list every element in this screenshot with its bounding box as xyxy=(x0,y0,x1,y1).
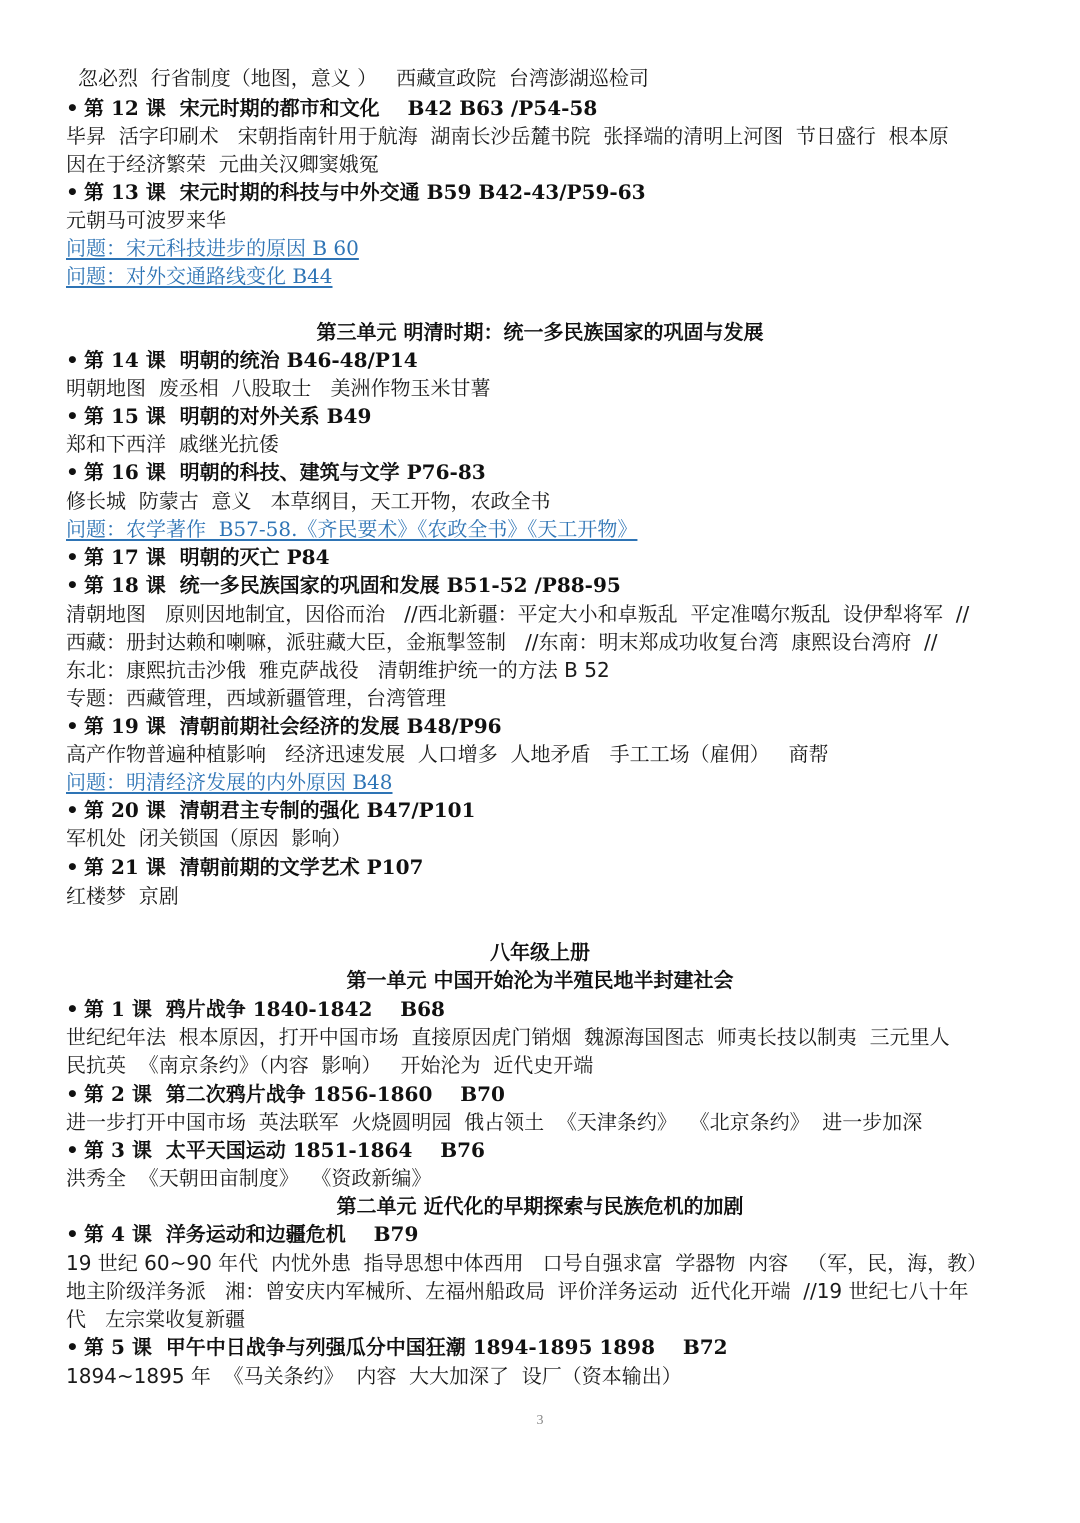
body-text-line: 世纪纪年法 根本原因，打开中国市场 直接原因虎门销烟 魏源海国图志 师夷长技以制夷 三元里人 xyxy=(66,1025,950,1049)
lesson-title: 第 18 课 统一多民族国家的巩固和发展 B51-52 /P88-95 xyxy=(84,573,621,597)
body-text-line: 1894~1895 年 《马关条约》 内容 大大加深了 设厂（资本输出） xyxy=(66,1364,682,1388)
bullet-icon: • xyxy=(66,404,79,428)
body-text-line: 红楼梦 京剧 xyxy=(66,884,179,908)
lesson-title: 第 14 课 明朝的统治 B46-48/P14 xyxy=(84,348,418,372)
lesson-title: 第 12 课 宋元时期的都市和文化 B42 B63 /P54-58 xyxy=(84,96,598,120)
lesson-title: 第 20 课 清朝君主专制的强化 B47/P101 xyxy=(84,798,476,822)
bullet-icon: • xyxy=(66,714,79,738)
lesson-title: 第 16 课 明朝的科技、建筑与文学 P76-83 xyxy=(84,460,486,484)
question-link[interactable]: 问题：农学著作 B57-58.《齐民要术》《农政全书》《天工开物》 xyxy=(66,517,638,541)
lesson-heading xyxy=(66,1333,728,1361)
body-text-line: 东北：康熙抗击沙俄 雅克萨战役 清朝维护统一的方法 B 52 xyxy=(66,658,610,682)
body-text-line: 明朝地图 废丞相 八股取士 美洲作物玉米甘薯 xyxy=(66,376,491,400)
page-number: 3 xyxy=(536,1413,544,1428)
body-text-line: 进一步打开中国市场 英法联军 火烧圆明园 俄占领土 《天津条约》 《北京条约》 进一步加深 xyxy=(66,1110,923,1134)
body-text-line: 毕昇 活字印刷术 宋朝指南针用于航海 湖南长沙岳麓书院 张择端的清明上河图 节日盛行 根本原 xyxy=(66,124,949,148)
lesson-heading xyxy=(66,543,330,571)
lesson-title: 第 4 课 洋务运动和边疆危机 B79 xyxy=(84,1222,419,1246)
lesson-heading xyxy=(66,402,371,430)
lesson-title: 第 15 课 明朝的对外关系 B49 xyxy=(84,404,372,428)
question-link[interactable]: 问题：宋元科技进步的原因 B 60 xyxy=(66,236,359,260)
section-heading: 第二单元 近代化的早期探索与民族危机的加剧 xyxy=(336,1194,744,1218)
bullet-icon: • xyxy=(66,855,79,879)
body-text-line: 忽必烈 行省制度（地图，意义 ） 西藏宣政院 台湾澎湖巡检司 xyxy=(78,66,649,90)
lesson-heading xyxy=(66,995,445,1023)
lesson-title: 第 19 课 清朝前期社会经济的发展 B48/P96 xyxy=(84,714,502,738)
bullet-icon: • xyxy=(66,573,79,597)
lesson-heading xyxy=(66,1136,485,1164)
body-text-line: 郑和下西洋 戚继光抗倭 xyxy=(66,432,279,456)
body-text-line: 高产作物普遍种植影响 经济迅速发展 人口增多 人地矛盾 手工工场（雇佣） 商帮 xyxy=(66,742,829,766)
section-heading: 八年级上册 xyxy=(490,940,590,964)
lesson-heading xyxy=(66,458,486,486)
lesson-heading xyxy=(66,346,418,374)
body-text-line: 19 世纪 60~90 年代 内忧外患 指导思想中体西用 口号自强求富 学器物 内容 （军，民，海，教） xyxy=(66,1251,988,1275)
bullet-icon: • xyxy=(66,1138,79,1162)
lesson-heading xyxy=(66,853,423,881)
bullet-icon: • xyxy=(66,180,79,204)
body-text-line: 元朝马可波罗来华 xyxy=(66,208,226,232)
lesson-heading xyxy=(66,796,475,824)
body-text-line: 因在于经济繁荣 元曲关汉卿窦娥冤 xyxy=(66,152,379,176)
question-link[interactable]: 问题：明清经济发展的内外原因 B48 xyxy=(66,770,393,794)
lesson-heading xyxy=(66,94,597,122)
lesson-heading xyxy=(66,178,646,206)
bullet-icon: • xyxy=(66,348,79,372)
bullet-icon: • xyxy=(66,460,79,484)
bullet-icon: • xyxy=(66,997,79,1021)
lesson-title: 第 2 课 第二次鸦片战争 1856-1860 B70 xyxy=(84,1082,505,1106)
lesson-title: 第 3 课 太平天国运动 1851-1864 B76 xyxy=(84,1138,485,1162)
bullet-icon: • xyxy=(66,545,79,569)
question-link[interactable]: 问题：对外交通路线变化 B44 xyxy=(66,264,333,288)
lesson-title: 第 21 课 清朝前期的文学艺术 P107 xyxy=(84,855,424,879)
body-text-line: 代 左宗棠收复新疆 xyxy=(66,1307,246,1331)
body-text-line: 专题：西藏管理，西域新疆管理，台湾管理 xyxy=(66,686,446,710)
body-text-line: 地主阶级洋务派 湘：曾安庆内军械所、左福州船政局 评价洋务运动 近代化开端 //19 世纪七八十年 xyxy=(66,1279,969,1303)
bullet-icon: • xyxy=(66,1082,79,1106)
bullet-icon: • xyxy=(66,96,79,120)
lesson-title: 第 17 课 明朝的灭亡 P84 xyxy=(84,545,330,569)
lesson-heading xyxy=(66,712,502,740)
section-heading: 第一单元 中国开始沦为半殖民地半封建社会 xyxy=(346,968,734,992)
bullet-icon: • xyxy=(66,1222,79,1246)
lesson-heading xyxy=(66,571,621,599)
body-text-line: 军机处 闭关锁国（原因 影响） xyxy=(66,826,352,850)
bullet-icon: • xyxy=(66,798,79,822)
body-text-line: 修长城 防蒙古 意义 本草纲目，天工开物，农政全书 xyxy=(66,489,551,513)
body-text-line: 民抗英 《南京条约》（内容 影响） 开始沦为 近代史开端 xyxy=(66,1053,594,1077)
bullet-icon: • xyxy=(66,1335,79,1359)
lesson-title: 第 13 课 宋元时期的科技与中外交通 B59 B42-43/P59-63 xyxy=(84,180,646,204)
lesson-heading xyxy=(66,1080,505,1108)
body-text-line: 洪秀全 《天朝田亩制度》 《资政新编》 xyxy=(66,1166,432,1190)
lesson-title: 第 5 课 甲午中日战争与列强瓜分中国狂潮 1894-1895 1898 B72 xyxy=(84,1335,728,1359)
section-heading: 第三单元 明清时期：统一多民族国家的巩固与发展 xyxy=(316,320,764,344)
lesson-title: 第 1 课 鸦片战争 1840-1842 B68 xyxy=(84,997,445,1021)
body-text-line: 西藏：册封达赖和喇嘛，派驻藏大臣，金瓶掣签制 //东南：明末郑成功收复台湾 康熙设台湾府 // xyxy=(66,630,938,654)
lesson-heading xyxy=(66,1220,418,1248)
body-text-line: 清朝地图 原则因地制宜，因俗而治 //西北新疆：平定大小和卓叛乱 平定准噶尔叛乱 设伊犁将军 // xyxy=(66,602,970,626)
